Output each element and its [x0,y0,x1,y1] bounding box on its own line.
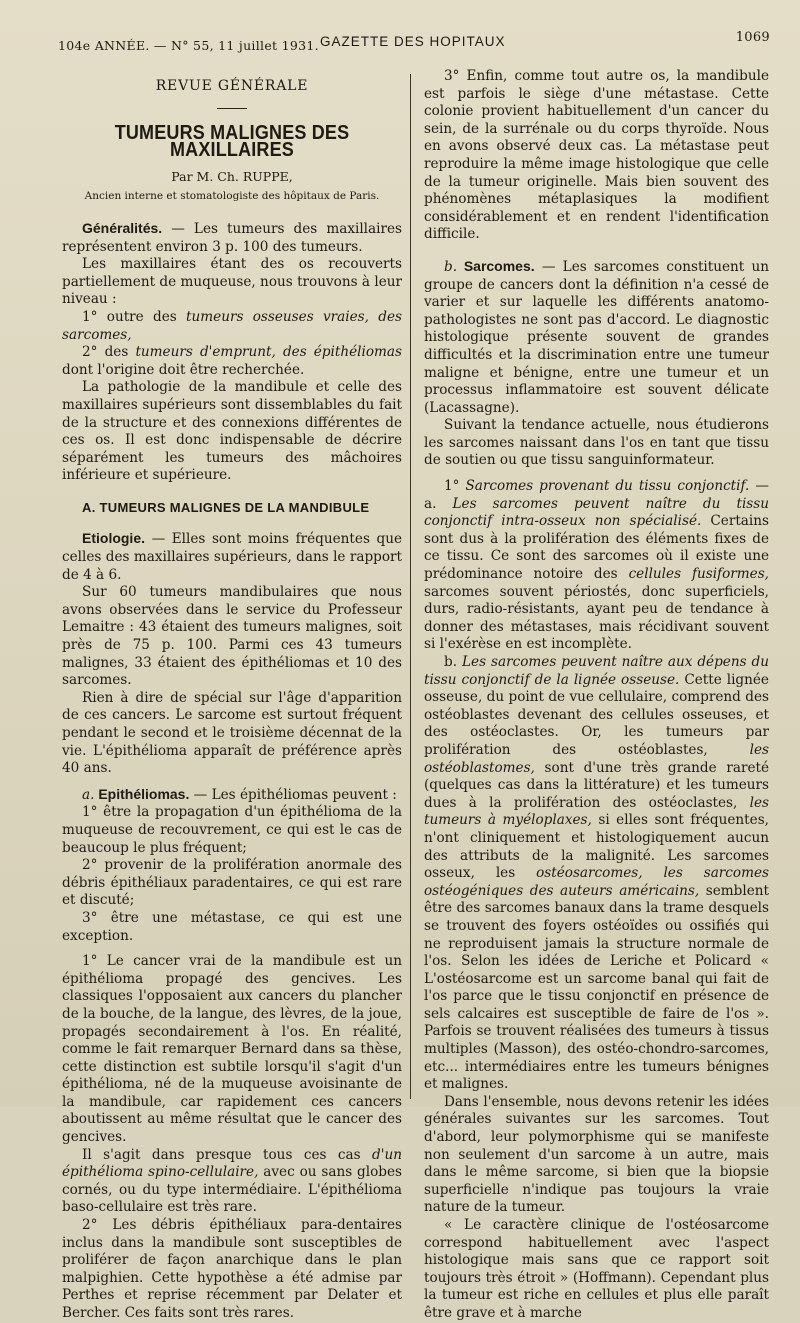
italic-span: ostéosarcomes, les sarcomes ostéogéniques des auteurs américains, [424,865,769,899]
page-header [58,30,778,54]
right-column [424,68,769,1323]
paragraph-epitheliomas [62,786,402,805]
text-span: si elles sont fréquentes, n'ont cliniquement et histologiquement aucun des attributs de la malignité. Les sarcomes osseux, les [424,812,769,882]
italic-span: les tumeurs à myéloplaxes, [424,794,769,829]
italic-span: tumeurs osseuses vraies, des sarcomes, [62,308,402,343]
paragraph: 2° provenir de la prolifération anormale des débris épithéliaux paradentaires, ce qui est rare et discuté; [62,857,402,909]
italic-span: Les sarcomes peuvent naître aux dépens du tissu conjonctif de la lignée osseuse. [424,654,769,688]
text-span: Il s'agit dans presque tous ces cas [82,1146,373,1163]
paragraph: 3° Enfin, comme tout autre os, la mandibule est parfois le siège d'une métastase. Cette colonie provient habituellement d'un cancer du sein, de la surrénale ou du corps thyroïde. Nous en avons observé deux cas. La métastase peut reproduire la même image histologique que celle de la tumeur originelle. Mais bien souvent des phénomènes métaplasiques la modifient considérablement et en rendent l'identification difficile. [424,68,769,243]
page-number: 1069 [735,30,770,45]
paragraph: 1° être la propagation d'un épithélioma de la muqueuse de recouvrement, ce qui est le cas de beaucoup le plus fréquent; [62,804,402,856]
title-rule [217,108,247,109]
italic-span: cellules fusiformes, [628,566,769,583]
text-etiologie: — Elles sont moins fréquentes que celles des maxillaires supérieurs, dans le rapport de 4 à 6. [62,531,402,583]
text-span: Certains sont dus à la prolifération des éléments fixes de ce tissu. Ce sont des sarcomes où il existe une prédominance notoire des [424,513,769,583]
paragraph: Les maxillaires étant des os recouverts partiellement de muqueuse, nous trouvons à leur niveau : [62,256,402,308]
journal-title: GAZETTE DES HOPITAUX [320,34,506,49]
paragraph-sarcomes [424,258,769,417]
text-span: Cette lignée osseuse, du point de vue cellulaire, comprend des ostéoblastes devenant des cellules osseuses, et des ostéoclastes. Or, les tumeurs par prolifération des ostéoblastes, [424,671,769,758]
paragraph [424,654,769,1094]
issue-info: 104e ANNÉE. — N° 55, 11 juillet 1931. [58,38,319,53]
paragraph: Rien à dire de spécial sur l'âge d'apparition de ces cancers. Le sarcome est surtout fréquent pendant le second et le troisième décennat de la vie. L'épithélioma apparaît de préférence après 40 ans. [62,689,402,777]
paragraph [62,309,402,344]
heading-etiologie: Etiologie. [82,530,145,547]
italic-span: Sarcomes provenant du tissu conjonctif. [465,478,750,495]
italic-span: tumeurs d'emprunt, des épithéliomas [135,344,402,361]
heading-generalites: Généralités. [82,219,163,236]
text-generalites: — Les tumeurs des maxillaires représentent environ 3 p. 100 des tumeurs. [62,220,402,255]
text-span: sarcomes souvent périostés, donc superficiels, durs, radio-résistants, ayant peu de tendance à donner des métastases, mais récidivant souvent si l'exérèse en est incomplète. [424,583,769,653]
paragraph: 2° Les débris épithéliaux para-dentaires inclus dans la mandibule sont susceptibles de proliférer de façon anarchique dans le plan malpighien. Cette hypothèse a été admise par Perthes et reprise récemment par Delater et Bercher. Ces faits sont très rares. [62,1217,402,1321]
paragraph: 1° Le cancer vrai de la mandibule est un épithélioma propagé des gencives. Les classiques l'opposaient aux cancers du plancher de la bouche, de la langue, des lèvres, de la joue, propagés secondairement à l'os. En réalité, comme le fait remarquer Bernard dans sa thèse, cette distinction est subtile lorsqu'il s'agit d'un épithélioma, né de la muqueuse avoisinante de la mandibule, car rapidement ces cancers aboutissent au même résultat que le cancer des gencives. [62,953,402,1146]
paragraph: « Le caractère clinique de l'ostéosarcome correspond habituellement avec l'aspect histologique mais sans que ce rapport soit toujours très étroit » (Hoffmann). Cependant plus la tumeur est riche en cellules et plus elle paraît être grave et à marche [424,1217,769,1321]
paragraph [424,478,769,654]
text-span: sont d'une très grande rareté (quelques cas dans la littérature) et les tumeurs dues à la prolifération des ostéoclastes, [424,759,769,811]
text-span: 2° des [82,344,136,361]
italic-span: d'un épithélioma spino-cellulaire, [62,1146,402,1181]
paragraph: Suivant la tendance actuelle, nous étudierons les sarcomes naissant dans l'os en tant que tissu de soutien ou que tissu sanguinformateur. [424,417,769,469]
paragraph-generalites [62,220,402,256]
text-span: dont l'origine doit être recherchée. [62,361,305,378]
paragraph: Sur 60 tumeurs mandibulaires que nous avons observées dans le service du Professeur Lemaitre : 43 étaient des tumeurs malignes, soit près de 75 p. 100. Parmi ces 43 tumeurs malignes, 33 étaient des épithéliomas et 10 des sarcomes. [62,584,402,689]
italic-letter: a. [82,786,95,803]
heading-sarcomes: Sarcomes. [457,257,535,274]
paragraph [62,344,402,379]
italic-span: Les sarcomes peuvent naître du tissu conjonctif intra-osseux non spécialisé. [424,495,769,530]
left-column [62,68,402,1323]
paragraph-etiologie [62,530,402,584]
text-span: avec ou sans globes cornés, ou du type intermédiaire. L'épithélioma baso-cellulaire est très rare. [62,1164,402,1216]
text-sarcomes: — Les sarcomes constituent un groupe de cancers dont la définition n'a cessé de varier et sur laquelle les différents anatomo-pathologistes ne sont pas d'accord. Le diagnostic histologique présente souvent de grandes difficultés et la discrimination entre une tumeur maligne et bénigne, entre une tumeur et un processus inflammatoire est souvent délicate (Lacassagne). [424,258,769,416]
italic-span: les ostéoblastomes, [424,741,769,776]
paragraph: 3° être une métastase, ce qui est une exception. [62,909,402,944]
author-line: Par M. Ch. RUPPE, [171,168,293,184]
paragraph: Dans l'ensemble, nous devons retenir les idées générales suivantes sur les sarcomes. Tout d'abord, leur polymorphisme qui se manifeste non seulement d'un sarcome à un autre, mais dans le même sarcome, si bien que la biopsie superficielle n'indique pas toujours la vraie nature de la tumeur. [424,1093,769,1216]
rubric: REVUE GÉNÉRALE [155,78,309,94]
paragraph: La pathologie de la mandibule et celle des maxillaires supérieurs sont dissemblables du fait de la structure et des connexions différentes de ces os. Il est donc indispensable de décrire séparément les tumeurs des mâchoires inférieure et supérieure. [62,379,402,484]
text-span: 1° [444,478,466,495]
text-span: 1° outre des [82,308,187,325]
text-span: b. [444,654,462,670]
paragraph [62,1147,402,1217]
article-title: TUMEURS MALIGNES DES MAXILLAIRES [114,121,350,162]
section-heading-a: A. TUMEURS MALIGNES DE LA MANDIBULE [82,499,370,515]
italic-letter: b. [444,258,458,275]
heading-epitheliomas: Epithéliomas. [94,785,190,802]
text-span: — a. [424,478,769,512]
author-affiliation: Ancien interne et stomatologiste des hôpitaux de Paris. [84,190,380,203]
text-epitheliomas: — Les épithéliomas peuvent : [189,786,397,803]
column-divider [410,74,411,1099]
text-span: semblent être des sarcomes banaux dans la trame desquels se trouvent des foyers ostéoïdes ou ossifiés qui ne reproduisent jamais la structure normale de l'os. Selon les idées de Leriche et Policard « L'ostéosarcome est un sarcome banal qui fait de l'os parce que le tissu conjonctif en présence de sels calcaires est susceptible de faire de l'os ». Parfois se trouvent réalisées des tumeurs à tissus multiples (Masson), des ostéo-chondro-sarcomes, etc... intermédiaires entre les tumeurs bénignes et malignes. [424,882,769,1093]
